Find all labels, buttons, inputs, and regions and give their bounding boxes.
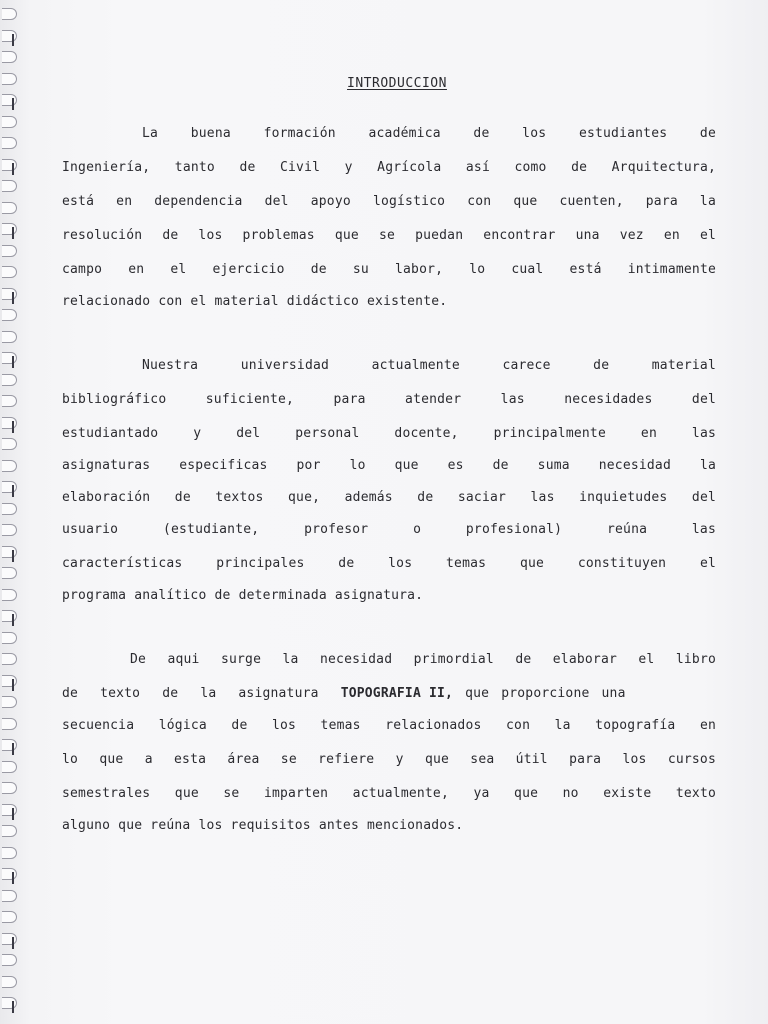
p1-line-5: campo en el ejercicio de su labor, lo cual está intimamente bbox=[62, 262, 716, 277]
binding-mark bbox=[12, 743, 14, 755]
binding-mark bbox=[12, 163, 14, 175]
p3-line-2-end: que proporcione una bbox=[453, 686, 626, 701]
title-text: INTRODUCCION bbox=[347, 76, 447, 91]
binding-mark bbox=[12, 98, 14, 110]
course-name: TOPOGRAFIA II, bbox=[340, 686, 454, 701]
binding-hole bbox=[2, 438, 17, 450]
binding-hole bbox=[2, 94, 17, 106]
p2-line-7: características principales de los temas que constituyen el bbox=[62, 556, 716, 571]
binding-mark bbox=[12, 872, 14, 884]
p2-line-5: elaboración de textos que, además de saciar las inquietudes del bbox=[62, 490, 716, 505]
binding-hole bbox=[2, 503, 17, 515]
p1-line-3: está en dependencia del apoyo logístico con que cuenten, para la bbox=[62, 194, 716, 209]
binding-hole bbox=[2, 30, 17, 42]
p2-line-2: bibliográfico suficiente, para atender las necesidades del bbox=[62, 392, 716, 407]
binding-hole bbox=[2, 696, 17, 708]
binding-hole bbox=[2, 739, 17, 751]
binding-hole bbox=[2, 180, 17, 192]
binding-hole bbox=[2, 589, 17, 601]
binding-hole bbox=[2, 675, 17, 687]
p1-line-1: La buena formación académica de los estudiantes de bbox=[142, 126, 716, 141]
binding-hole bbox=[2, 997, 17, 1009]
binding-hole bbox=[2, 761, 17, 773]
binding-hole bbox=[2, 159, 17, 171]
binding-hole bbox=[2, 868, 17, 880]
p3-line-3: secuencia lógica de los temas relacionados con la topografía en bbox=[62, 718, 716, 733]
binding-hole bbox=[2, 546, 17, 558]
binding-hole bbox=[2, 524, 17, 536]
binding-mark bbox=[12, 34, 14, 46]
binding-hole bbox=[2, 610, 17, 622]
binding-hole bbox=[2, 933, 17, 945]
binding-hole bbox=[2, 632, 17, 644]
binding-hole bbox=[2, 718, 17, 730]
binding-hole bbox=[2, 331, 17, 343]
binding-hole bbox=[2, 417, 17, 429]
binding-mark bbox=[12, 356, 14, 368]
binding-hole bbox=[2, 266, 17, 278]
binding-hole bbox=[2, 890, 17, 902]
binding-hole bbox=[2, 954, 17, 966]
p3-line-6: alguno que reúna los requisitos antes mencionados. bbox=[62, 818, 464, 833]
binding-hole bbox=[2, 847, 17, 859]
spiral-binding bbox=[0, 0, 28, 1024]
p2-line-8: programa analítico de determinada asignatura. bbox=[62, 588, 424, 603]
p1-line-2: Ingeniería, tanto de Civil y Agrícola así como de Arquitectura, bbox=[62, 160, 716, 175]
binding-mark bbox=[12, 227, 14, 239]
binding-hole bbox=[2, 481, 17, 493]
binding-hole bbox=[2, 245, 17, 257]
binding-hole bbox=[2, 804, 17, 816]
binding-hole bbox=[2, 51, 17, 63]
binding-hole bbox=[2, 374, 17, 386]
binding-mark bbox=[12, 421, 14, 433]
binding-mark bbox=[12, 485, 14, 497]
binding-hole bbox=[2, 223, 17, 235]
binding-hole bbox=[2, 825, 17, 837]
p2-line-6: usuario (estudiante, profesor o profesional) reúna las bbox=[62, 522, 716, 537]
binding-hole bbox=[2, 8, 17, 20]
binding-mark bbox=[12, 550, 14, 562]
p2-line-1: Nuestra universidad actualmente carece de material bbox=[142, 358, 716, 373]
binding-mark bbox=[12, 1001, 14, 1013]
binding-hole bbox=[2, 309, 17, 321]
binding-hole bbox=[2, 567, 17, 579]
binding-hole bbox=[2, 352, 17, 364]
binding-hole bbox=[2, 782, 17, 794]
p2-line-4: asignaturas especificas por lo que es de suma necesidad la bbox=[62, 458, 716, 473]
binding-hole bbox=[2, 288, 17, 300]
page-title bbox=[0, 76, 768, 91]
binding-hole bbox=[2, 395, 17, 407]
binding-hole bbox=[2, 202, 17, 214]
binding-hole bbox=[2, 460, 17, 472]
p3-line-2-start: de texto de la asignatura bbox=[62, 686, 341, 701]
p3-line-5: semestrales que se imparten actualmente, ya que no existe texto bbox=[62, 786, 716, 801]
p1-line-4: resolución de los problemas que se puedan encontrar una vez en el bbox=[62, 228, 716, 243]
binding-hole bbox=[2, 116, 17, 128]
binding-mark bbox=[12, 292, 14, 304]
binding-mark bbox=[12, 679, 14, 691]
binding-hole bbox=[2, 911, 17, 923]
p3-line-1: De aqui surge la necesidad primordial de elaborar el libro bbox=[130, 652, 716, 667]
binding-mark bbox=[12, 937, 14, 949]
binding-hole bbox=[2, 137, 17, 149]
binding-mark bbox=[12, 808, 14, 820]
binding-mark bbox=[12, 614, 14, 626]
p1-line-6: relacionado con el material didáctico existente. bbox=[62, 294, 448, 309]
p3-line-2 bbox=[62, 686, 716, 702]
p2-line-3: estudiantado y del personal docente, principalmente en las bbox=[62, 426, 716, 441]
binding-hole bbox=[2, 653, 17, 665]
binding-hole bbox=[2, 976, 17, 988]
p3-line-4: lo que a esta área se refiere y que sea útil para los cursos bbox=[62, 752, 716, 767]
